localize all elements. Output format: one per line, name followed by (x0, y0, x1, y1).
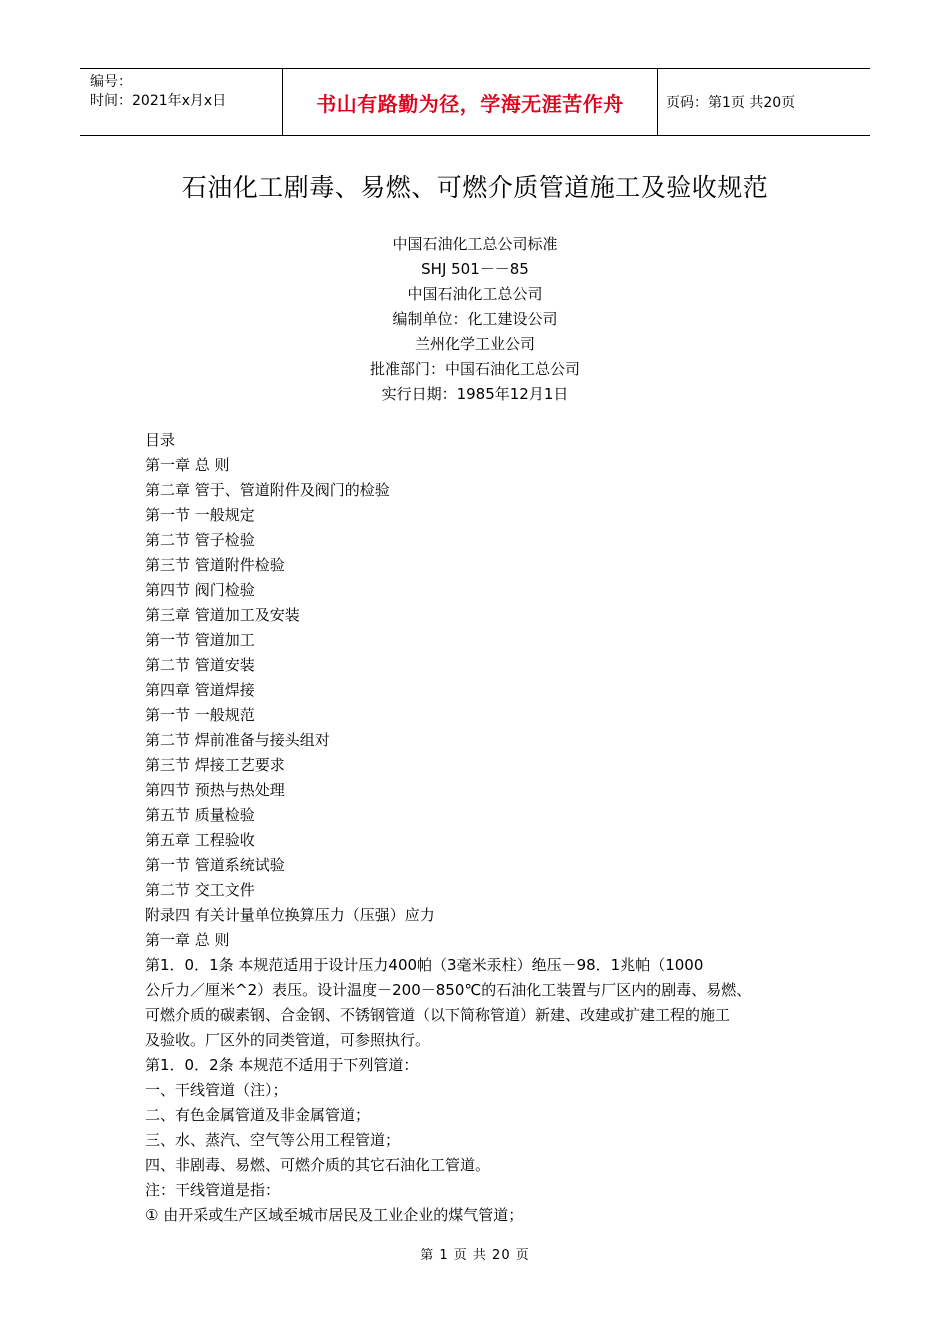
meta-line: 编制单位：化工建设公司 (392, 310, 558, 328)
page-code-cell (658, 69, 870, 135)
toc-line: 第一节 一般规定 (145, 506, 255, 524)
body-line: 注：干线管道是指： (145, 1181, 281, 1199)
body-line: 第1．0．2条 本规范不适用于下列管道： (145, 1056, 419, 1074)
toc-line: 第一章 总 则 (145, 456, 230, 474)
page-code-text: 页码：第1页 共20页 (666, 95, 796, 111)
toc-line: 第五章 工程验收 (145, 831, 255, 849)
motto-text: 书山有路勤为径，学海无涯苦作舟 (316, 91, 624, 116)
meta-line: 兰州化学工业公司 (414, 335, 535, 353)
toc-line: 第四节 阀门检验 (145, 581, 255, 599)
body-line: ① 由开采或生产区域至城市居民及工业企业的煤气管道； (145, 1206, 524, 1224)
meta-line: 批准部门：中国石油化工总公司 (369, 360, 580, 378)
toc-heading: 目录 (145, 431, 176, 449)
body-line: 可燃介质的碳素钢、合金钢、不锈钢管道（以下简称管道）新建、改建或扩建工程的施工 (145, 1006, 731, 1024)
meta-line: 中国石油化工总公司标准 (392, 235, 558, 253)
toc-line: 第一节 管道加工 (145, 631, 255, 649)
toc-line: 第一节 管道系统试验 (145, 856, 285, 874)
document-body (145, 428, 825, 1228)
toc-line: 第五节 质量检验 (145, 806, 255, 824)
meta-line: 中国石油化工总公司 (407, 285, 543, 303)
toc-line: 第一节 一般规范 (145, 706, 255, 724)
toc-line: 第四章 管道焊接 (145, 681, 255, 699)
number-label: 编号： (90, 74, 132, 90)
toc-line: 第三章 管道加工及安装 (145, 606, 300, 624)
toc-line: 第二节 焊前准备与接头组对 (145, 731, 330, 749)
toc-line: 第四节 预热与热处理 (145, 781, 285, 799)
toc-line: 第二节 管子检验 (145, 531, 255, 549)
chapter-heading: 第一章 总 则 (145, 931, 230, 949)
body-line: 二、有色金属管道及非金属管道； (145, 1106, 371, 1124)
toc-line: 第二节 管道安装 (145, 656, 255, 674)
body-line: 及验收。厂区外的同类管道，可参照执行。 (145, 1031, 431, 1049)
body-line: 公斤力／厘米^2）表压。设计温度－200－850℃的石油化工装置与厂区内的剧毒、易燃、 (145, 981, 752, 999)
body-line: 三、水、蒸汽、空气等公用工程管道； (145, 1131, 401, 1149)
body-line: 一、干线管道（注）； (145, 1081, 288, 1099)
toc-line: 第三节 管道附件检验 (145, 556, 285, 574)
header-table (80, 68, 870, 136)
toc-line: 第三节 焊接工艺要求 (145, 756, 285, 774)
header-left-cell (80, 69, 282, 135)
page-footer: 第 1 页 共 20 页 (420, 1248, 530, 1263)
standard-meta-block (0, 232, 950, 407)
body-line: 四、非剧毒、易燃、可燃介质的其它石油化工管道。 (145, 1156, 491, 1174)
document-title: 石油化工剧毒、易燃、可燃介质管道施工及验收规范 (181, 173, 769, 202)
meta-line: 实行日期：1985年12月1日 (381, 385, 569, 403)
toc-line: 第二章 管于、管道附件及阀门的检验 (145, 481, 390, 499)
body-line: 第1．0．1条 本规范适用于设计压力400帕（3毫米汞柱）绝压－98．1兆帕（1000 (145, 956, 704, 974)
motto-cell (282, 69, 658, 135)
meta-line: SHJ 501－－85 (421, 260, 529, 278)
toc-line: 附录四 有关计量单位换算压力（压强）应力 (145, 906, 435, 924)
toc-line: 第二节 交工文件 (145, 881, 255, 899)
date-line: 时间：2021年x月x日 (90, 93, 227, 109)
